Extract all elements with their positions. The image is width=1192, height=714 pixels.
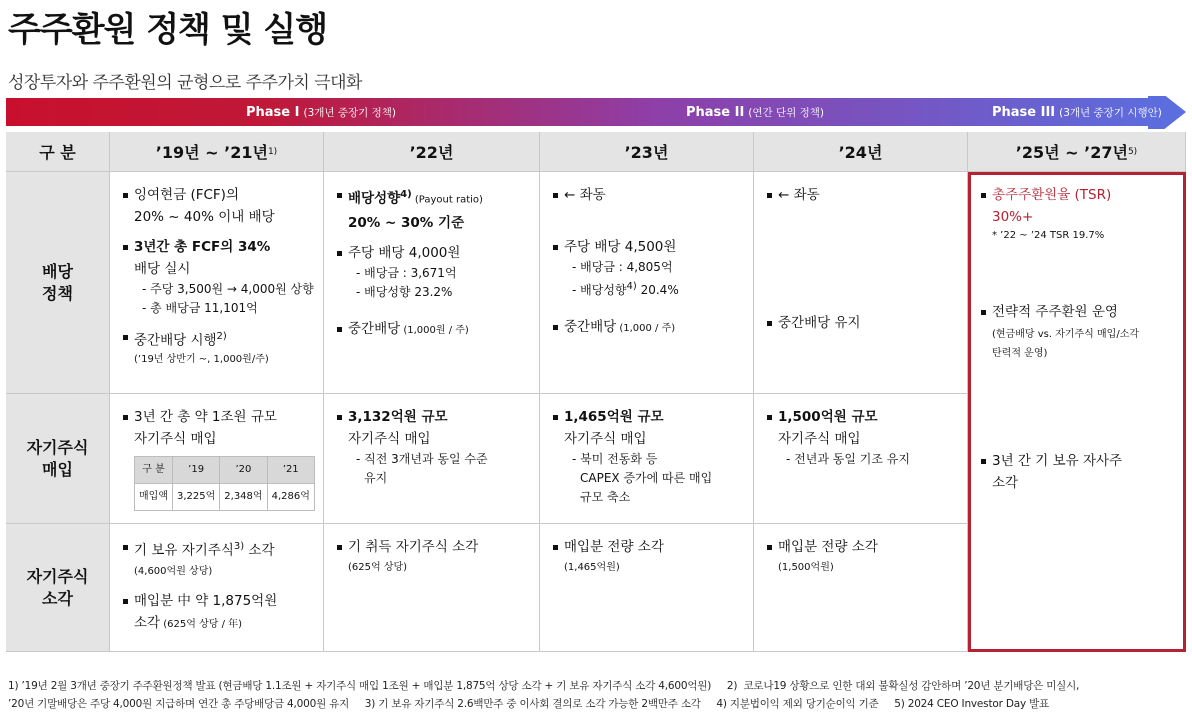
dividend-1-item-3 — [122, 326, 315, 352]
cancel-cell-2 — [324, 524, 540, 652]
phase-3-name: Phase III — [992, 105, 1056, 120]
dividend-5-note-1: * ’22 ~ ’24 TSR 19.7% — [992, 230, 1105, 241]
dividend-1-item-3-sup: 2) — [216, 331, 227, 342]
footnote-line-2: ’20년 기말배당은 주당 4,000원 지급하며 연간 총 주당배당금 4,000원 유지 3) 기 보유 자기주식 2.6백만주 중 이사회 결의로 소각 가능한 2백만주 소각 4) 지분법이익 제외 당기순이익 기준 5) 2024 CEO Investor Day 발표 — [8, 698, 1050, 710]
buyback-table-head: 구 분 — [135, 457, 173, 484]
policy-table — [6, 132, 1186, 652]
cancel-1-item-2-text: 소각 — [134, 614, 161, 631]
buyback-table-cell: 2,348억 — [220, 484, 267, 511]
header-col-1-sup: 1) — [267, 146, 278, 157]
dividend-3-item-3 — [552, 316, 745, 340]
dividend-4-item-3: 중간배당 유지 — [766, 312, 959, 334]
phase-1-desc: (3개년 중장기 정책) — [303, 107, 397, 119]
header-col-4: ’24년 — [754, 132, 968, 172]
dividend-1-item-2: 3년간 총 FCF의 34% — [122, 236, 315, 258]
dividend-cell-3 — [540, 172, 754, 394]
dividend-2-item-1-small: (Payout ratio) — [411, 194, 483, 206]
dividend-cell-4 — [754, 172, 968, 394]
dividend-2-item-1-text: 배당성향 — [348, 190, 401, 207]
cancel-1-item-1 — [122, 536, 315, 562]
buyback-5-item-1: 3년 간 기 보유 자사주 — [980, 450, 1177, 472]
buyback-3-sub-1-cont2: 규모 축소 — [580, 490, 631, 504]
cancel-1-item-1-tail: 소각 — [244, 542, 275, 559]
dividend-2-item-2: 주당 배당 4,000원 — [336, 242, 531, 264]
phase-2-desc: (연간 단위 정책) — [748, 107, 825, 119]
phase-2-name: Phase II — [686, 105, 745, 120]
dividend-1-item-2-cont: 배당 실시 — [134, 261, 191, 277]
dividend-2-item-1-sup: 4) — [400, 189, 412, 200]
page-subtitle: 성장투자와 주주환원의 균형으로 주주가치 극대화 — [8, 73, 362, 93]
dividend-3-sub-1: - 배당금 : 4,805억 — [572, 260, 673, 274]
dividend-2-sub-1: - 배당금 : 3,671억 — [356, 265, 457, 280]
buyback-4-item-1-cont: 자기주식 매입 — [778, 431, 861, 447]
header-col-5-text: ’25년 ~ ’27년 — [1015, 143, 1128, 162]
cancel-4-item-1: 매입분 전량 소각 — [766, 536, 959, 558]
dividend-3-sub-2 — [552, 277, 745, 300]
dividend-1-item-1-cont: 20% ~ 40% 이내 배당 — [134, 209, 275, 225]
dividend-1-sub-2: - 총 배당금 11,101억 — [142, 301, 258, 315]
buyback-table-head: ’20 — [220, 457, 267, 484]
dividend-cell-1 — [110, 172, 324, 394]
cancel-1-item-2: 매입분 中 약 1,875억원 — [122, 590, 315, 612]
phase-2-label — [686, 104, 824, 120]
dividend-2-item-3-small: (1,000원 / 주) — [400, 324, 469, 336]
cancel-1-item-1-sup: 3) — [233, 541, 245, 552]
header-col-3: ’23년 — [540, 132, 754, 172]
buyback-2-sub-1: - 직전 3개년과 동일 수준 — [356, 452, 488, 466]
buyback-3-item-1: 1,465억원 규모 — [552, 406, 745, 428]
phase-1-label — [246, 104, 396, 120]
buyback-table-cell: 3,225억 — [172, 484, 219, 511]
buyback-2-item-1-cont: 자기주식 매입 — [348, 431, 431, 447]
dividend-1-sub-1: - 주당 3,500원 → 4,000원 상향 — [142, 282, 314, 296]
cancel-3-item-1: 매입분 전량 소각 — [552, 536, 745, 558]
page-title: 주주환원 정책 및 실행 — [8, 10, 328, 50]
buyback-cell-4 — [754, 394, 968, 524]
buyback-3-sub-1: - 북미 전동화 등 — [572, 452, 658, 466]
dividend-5-note-2b: 탄력적 운영) — [992, 348, 1048, 359]
dividend-5-item-2: 전략적 주주환원 운영 — [980, 301, 1177, 323]
cancel-cell-1 — [110, 524, 324, 652]
dividend-5-item-1-cont: 30%+ — [992, 209, 1034, 225]
cancel-1-item-1-text: 기 보유 자기주식 — [134, 542, 234, 559]
buyback-2-item-1: 3,132억원 규모 — [336, 406, 531, 428]
buyback-1-item-1-cont: 자기주식 매입 — [134, 431, 217, 447]
buyback-cell-1 — [110, 394, 324, 524]
dividend-3-sub-2-text: - 배당성향 — [572, 283, 627, 297]
header-col-2: ’22년 — [324, 132, 540, 172]
cancel-cell-4 — [754, 524, 968, 652]
dividend-3-item-1: ← 좌동 — [552, 184, 745, 206]
cancel-4-note-1: (1,500억원) — [778, 562, 834, 573]
row-header-dividend: 배당 정책 — [6, 172, 110, 394]
dividend-3-sub-2-val: 20.4% — [636, 283, 679, 297]
dividend-3-item-3-text: 중간배당 — [564, 319, 617, 335]
dividend-1-item-3-text: 중간배당 시행 — [134, 332, 217, 349]
buyback-3-sub-1-cont: CAPEX 증가에 따른 매입 — [580, 471, 713, 485]
dividend-2-sub-2: - 배당성향 23.2% — [356, 284, 453, 299]
dividend-5-note-2a: (현금배당 vs. 자기주식 매입/소각 — [992, 329, 1140, 340]
cancel-3-note-1: (1,465억원) — [564, 562, 620, 573]
header-col-1-text: ’19년 ~ ’21년 — [155, 143, 268, 162]
buyback-table-cell: 매입액 — [135, 484, 173, 511]
dividend-3-sub-2-sup: 4) — [626, 281, 637, 292]
header-col-5 — [968, 132, 1186, 172]
dividend-2-item-1 — [336, 184, 531, 212]
buyback-table-head: ’21 — [267, 457, 314, 484]
buyback-cell-2 — [324, 394, 540, 524]
buyback-table-cell: 4,286억 — [267, 484, 314, 511]
dividend-2-item-3-text: 중간배당 — [348, 320, 401, 337]
row-header-buyback: 자기주식 매입 — [6, 394, 110, 524]
phase-3-label — [992, 104, 1162, 120]
dividend-5-item-1: 총주주환원율 (TSR) — [980, 184, 1177, 206]
dividend-1-item-1: 잉여현금 (FCF)의 — [122, 184, 315, 206]
dividend-4-item-1: ← 좌동 — [766, 184, 959, 206]
cancel-2-note-1: (625억 상당) — [348, 562, 408, 573]
buyback-cell-3 — [540, 394, 754, 524]
cancel-1-note-1: (4,600억원 상당) — [134, 565, 213, 577]
dividend-2-item-3 — [336, 318, 531, 342]
phase-1-name: Phase I — [246, 105, 300, 120]
dividend-1-note-3: (’19년 상반기 ~, 1,000원/주) — [134, 353, 269, 365]
header-col-5-sup: 5) — [1127, 146, 1138, 157]
cancel-cell-3 — [540, 524, 754, 652]
dividend-cell-2 — [324, 172, 540, 394]
cancel-1-item-2-cont — [122, 612, 315, 636]
footnote-line-1: 1) ’19년 2월 3개년 중장기 주주환원정책 발표 (현금배당 1.1조원 + 자기주식 매입 1조원 + 매입분 1,875억 상당 소각 + 기 보유 자기주식 소각 4,600억원) 2) 코로나19 상황으로 인한 대외 불확실성 감안하며 ’20년 분기배당은 미실시, — [8, 680, 1080, 692]
buyback-1-item-1: 3년 간 총 약 1조원 규모 — [122, 406, 315, 428]
dividend-3-item-3-small: (1,000 / 주) — [616, 323, 676, 334]
phase-arrow — [6, 96, 1186, 129]
cancel-2-item-1: 기 취득 자기주식 소각 — [336, 536, 531, 558]
phase-3-desc: (3개년 중장기 시행안) — [1059, 107, 1162, 119]
header-col-1 — [110, 132, 324, 172]
buyback-table — [134, 456, 315, 511]
phase-3-highlight-box — [968, 172, 1186, 652]
buyback-4-sub-1: - 전년과 동일 기조 유지 — [786, 452, 910, 466]
row-header-cancel: 자기주식 소각 — [6, 524, 110, 652]
buyback-5-item-1-cont: 소각 — [992, 475, 1019, 491]
buyback-3-item-1-cont: 자기주식 매입 — [564, 431, 647, 447]
buyback-4-item-1: 1,500억원 규모 — [766, 406, 959, 428]
header-label: 구 분 — [6, 132, 110, 172]
dividend-3-item-2: 주당 배당 4,500원 — [552, 236, 745, 258]
buyback-2-sub-1-cont: 유지 — [364, 471, 388, 485]
dividend-2-item-1-cont: 20% ~ 30% 기준 — [348, 214, 465, 231]
cancel-1-item-2-small: (625억 상당 / 年) — [160, 618, 243, 630]
buyback-table-head: ’19 — [172, 457, 219, 484]
